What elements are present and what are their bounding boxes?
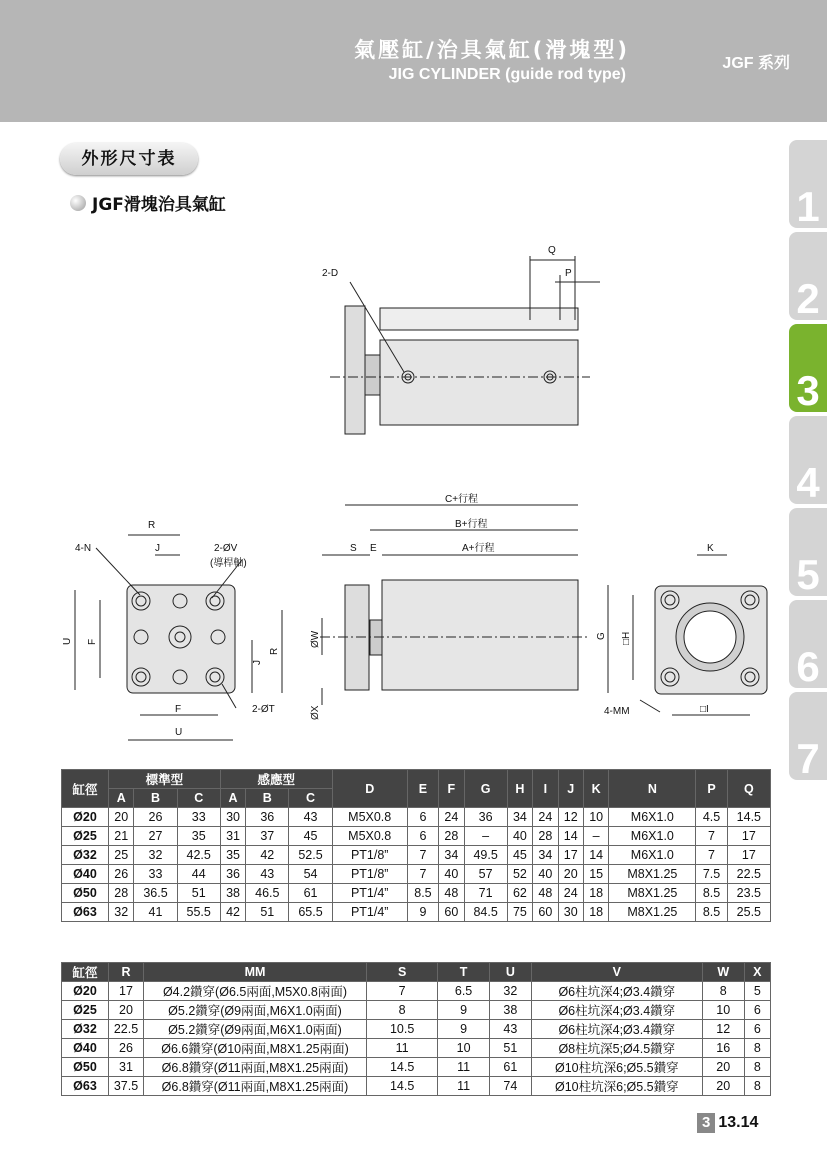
table-cell: 20 — [702, 1058, 744, 1077]
table-cell: 28 — [109, 884, 134, 903]
table-cell: PT1/8” — [332, 865, 407, 884]
table-cell: 57 — [464, 865, 507, 884]
table-cell: 40 — [533, 865, 558, 884]
th-bore: 缸徑 — [62, 770, 109, 808]
table-cell: 20 — [109, 808, 134, 827]
dimension-table-2 — [61, 962, 771, 1096]
th2-v: V — [531, 963, 702, 982]
table-cell: 51 — [246, 903, 289, 922]
label-f: F — [87, 638, 98, 645]
table-cell: 22.5 — [109, 1020, 144, 1039]
label-p: P — [565, 268, 572, 279]
table-cell: 33 — [177, 808, 220, 827]
table-cell: 23.5 — [727, 884, 770, 903]
table-cell: 43 — [246, 865, 289, 884]
row-bore-cell: Ø63 — [62, 903, 109, 922]
table-cell: 35 — [177, 827, 220, 846]
chapter-tab-6[interactable]: 6 — [789, 600, 827, 688]
page-number — [697, 1113, 758, 1133]
table-cell: 7 — [407, 846, 438, 865]
label-2-t: 2-ØT — [252, 704, 275, 715]
chapter-tab-7[interactable]: 7 — [789, 692, 827, 780]
label-g: G — [596, 632, 607, 640]
table-cell: 6 — [407, 808, 438, 827]
table-cell: 7 — [696, 846, 727, 865]
table-cell: Ø5.2鑽穿(Ø9兩面,M6X1.0兩面) — [144, 1001, 367, 1020]
table-cell: 14 — [558, 827, 583, 846]
table-cell: 32 — [109, 903, 134, 922]
table-row — [62, 903, 771, 922]
table-cell: Ø4.2鑽穿(Ø6.5兩面,M5X0.8兩面) — [144, 982, 367, 1001]
table-cell: 49.5 — [464, 846, 507, 865]
label-s: S — [350, 543, 357, 554]
th2-u: U — [489, 963, 531, 982]
table-cell: 31 — [220, 827, 245, 846]
table-cell: 54 — [289, 865, 332, 884]
table-cell: 20 — [558, 865, 583, 884]
row-bore-cell: Ø25 — [62, 1001, 109, 1020]
table-cell: M6X1.0 — [609, 846, 696, 865]
table-cell: Ø6.8鑽穿(Ø11兩面,M8X1.25兩面) — [144, 1077, 367, 1096]
table-cell: 45 — [289, 827, 332, 846]
table-cell: 46.5 — [246, 884, 289, 903]
table-row — [62, 808, 771, 827]
table-cell: Ø6.6鑽穿(Ø10兩面,M8X1.25兩面) — [144, 1039, 367, 1058]
table-row — [62, 1039, 771, 1058]
th-std-a: A — [109, 789, 134, 808]
row-bore-cell: Ø40 — [62, 1039, 109, 1058]
table-cell: 60 — [533, 903, 558, 922]
table-cell: 17 — [558, 846, 583, 865]
table-cell: M5X0.8 — [332, 827, 407, 846]
table-cell: 52.5 — [289, 846, 332, 865]
chapter-tab-3[interactable]: 3 — [789, 324, 827, 412]
table-cell: 40 — [507, 827, 532, 846]
label-r: R — [148, 520, 156, 531]
label-4-mm: 4-MM — [604, 706, 630, 717]
table-cell: 6.5 — [438, 982, 490, 1001]
table-cell: 48 — [439, 884, 464, 903]
table-cell: Ø10柱坑深6;Ø5.5鑽穿 — [531, 1077, 702, 1096]
table-cell: 4.5 — [696, 808, 727, 827]
th-standard: 標準型 — [109, 770, 221, 789]
table-row — [62, 846, 771, 865]
table-cell: 18 — [583, 903, 608, 922]
table-cell: 10 — [583, 808, 608, 827]
table-cell: 7 — [407, 865, 438, 884]
table-cell: M5X0.8 — [332, 808, 407, 827]
table-cell: 44 — [177, 865, 220, 884]
label-v-note: (導桿軸) — [210, 558, 247, 569]
row-bore-cell: Ø50 — [62, 884, 109, 903]
th-j: J — [558, 770, 583, 808]
chapter-tab-5[interactable]: 5 — [789, 508, 827, 596]
table-row — [62, 1020, 771, 1039]
table-cell: 48 — [533, 884, 558, 903]
table-cell: 36.5 — [134, 884, 177, 903]
th-sen-b: B — [246, 789, 289, 808]
label-2-d: 2-D — [322, 268, 339, 279]
table-cell: 26 — [134, 808, 177, 827]
th2-t: T — [438, 963, 490, 982]
table-cell: 32 — [489, 982, 531, 1001]
table-cell: 22.5 — [727, 865, 770, 884]
label-w: ØW — [310, 630, 321, 648]
table-row — [62, 1077, 771, 1096]
table-cell: M8X1.25 — [609, 884, 696, 903]
table-cell: PT1/4” — [332, 903, 407, 922]
table-cell: 74 — [489, 1077, 531, 1096]
table-cell: 38 — [220, 884, 245, 903]
th2-bore: 缸徑 — [62, 963, 109, 982]
label-u: U — [62, 637, 73, 645]
technical-drawing — [0, 230, 827, 760]
table-cell: 14.5 — [367, 1058, 438, 1077]
table-cell: 9 — [438, 1020, 490, 1039]
table-cell: 51 — [177, 884, 220, 903]
row-bore-cell: Ø32 — [62, 846, 109, 865]
middle-view-body — [382, 580, 578, 690]
chapter-tab-1[interactable]: 1 — [789, 140, 827, 228]
table-cell: 8 — [702, 982, 744, 1001]
section-label: 外形尺寸表 — [60, 143, 198, 175]
table-cell: 32 — [134, 846, 177, 865]
table-cell: 12 — [702, 1020, 744, 1039]
table-cell: 11 — [438, 1058, 490, 1077]
table-cell: Ø8柱坑深5;Ø4.5鑽穿 — [531, 1039, 702, 1058]
table-cell: M6X1.0 — [609, 808, 696, 827]
dimension-table-1 — [61, 769, 771, 922]
table-cell: 42 — [246, 846, 289, 865]
top-view-plate — [345, 306, 365, 434]
table-cell: 42 — [220, 903, 245, 922]
table-cell: M6X1.0 — [609, 827, 696, 846]
label-b-stroke: B+行程 — [455, 519, 488, 530]
label-j2: J — [252, 660, 263, 665]
table-cell: 60 — [439, 903, 464, 922]
table-cell: 17 — [109, 982, 144, 1001]
table-cell: 9 — [438, 1001, 490, 1020]
table-row — [62, 865, 771, 884]
table-cell: Ø6.8鑽穿(Ø11兩面,M8X1.25兩面) — [144, 1058, 367, 1077]
table-2-body — [62, 982, 771, 1096]
table-cell: Ø6柱坑深4;Ø3.4鑽穿 — [531, 1020, 702, 1039]
table-cell: 38 — [489, 1001, 531, 1020]
table-cell: 61 — [489, 1058, 531, 1077]
table-cell: Ø5.2鑽穿(Ø9兩面,M6X1.0兩面) — [144, 1020, 367, 1039]
row-bore-cell: Ø40 — [62, 865, 109, 884]
th-h: H — [507, 770, 532, 808]
th2-r: R — [109, 963, 144, 982]
table-cell: M8X1.25 — [609, 865, 696, 884]
table-cell: 7 — [367, 982, 438, 1001]
th-q: Q — [727, 770, 770, 808]
table-cell: 10.5 — [367, 1020, 438, 1039]
table-row — [62, 827, 771, 846]
table-cell: 16 — [702, 1039, 744, 1058]
table-cell: 30 — [220, 808, 245, 827]
table-cell: 8 — [744, 1058, 770, 1077]
table-cell: 24 — [439, 808, 464, 827]
table-cell: 11 — [438, 1077, 490, 1096]
table-cell: 30 — [558, 903, 583, 922]
th-p: P — [696, 770, 727, 808]
table-cell: – — [583, 827, 608, 846]
table-cell: 20 — [109, 1001, 144, 1020]
header-title-en: JIG CYLINDER (guide rod type) — [388, 66, 626, 83]
table-cell: 6 — [744, 1020, 770, 1039]
subtitle-text: JGF滑塊治具氣缸 — [92, 195, 226, 215]
row-bore-cell: Ø63 — [62, 1077, 109, 1096]
section-number: 3 — [697, 1113, 715, 1133]
row-bore-cell: Ø32 — [62, 1020, 109, 1039]
th2-x: X — [744, 963, 770, 982]
th2-s: S — [367, 963, 438, 982]
table-cell: 25.5 — [727, 903, 770, 922]
row-bore-cell: Ø20 — [62, 808, 109, 827]
label-e: E — [370, 543, 377, 554]
th2-mm: MM — [144, 963, 367, 982]
table-cell: 14.5 — [367, 1077, 438, 1096]
table-cell: 42.5 — [177, 846, 220, 865]
table-cell: M8X1.25 — [609, 903, 696, 922]
table-cell: 36 — [464, 808, 507, 827]
table-cell: 31 — [109, 1058, 144, 1077]
table-cell: 10 — [438, 1039, 490, 1058]
th-i: I — [533, 770, 558, 808]
table-cell: 24 — [533, 808, 558, 827]
table-cell: 34 — [507, 808, 532, 827]
bullet-icon — [70, 195, 86, 211]
table-cell: 40 — [439, 865, 464, 884]
th-std-c: C — [177, 789, 220, 808]
table-cell: 61 — [289, 884, 332, 903]
table-cell: 8.5 — [696, 884, 727, 903]
table-cell: PT1/4” — [332, 884, 407, 903]
table-cell: 35 — [220, 846, 245, 865]
label-j: J — [155, 543, 160, 554]
table-row — [62, 1001, 771, 1020]
header-series: JGF 系列 — [722, 55, 790, 72]
th-k: K — [583, 770, 608, 808]
table-cell: 27 — [134, 827, 177, 846]
page-number-text: 13.14 — [718, 1114, 759, 1131]
table-cell: 8.5 — [696, 903, 727, 922]
th-n: N — [609, 770, 696, 808]
table-cell: 6 — [407, 827, 438, 846]
table-cell: 45 — [507, 846, 532, 865]
table-cell: 8.5 — [407, 884, 438, 903]
row-bore-cell: Ø50 — [62, 1058, 109, 1077]
table-cell: – — [464, 827, 507, 846]
table-cell: 8 — [367, 1001, 438, 1020]
label-2-v: 2-ØV — [214, 543, 238, 554]
table-row — [62, 982, 771, 1001]
label-a-stroke: A+行程 — [462, 543, 495, 554]
table-cell: 14.5 — [727, 808, 770, 827]
th-d: D — [332, 770, 407, 808]
table-1-body — [62, 808, 771, 922]
table-cell: 55.5 — [177, 903, 220, 922]
table-cell: 26 — [109, 1039, 144, 1058]
table-cell: 71 — [464, 884, 507, 903]
label-f-bottom: F — [175, 704, 182, 715]
table-cell: 14 — [583, 846, 608, 865]
table-cell: 15 — [583, 865, 608, 884]
table-row — [62, 884, 771, 903]
table-cell: 37.5 — [109, 1077, 144, 1096]
table-cell: Ø6柱坑深4;Ø3.4鑽穿 — [531, 982, 702, 1001]
table-cell: 26 — [109, 865, 134, 884]
table-cell: 36 — [246, 808, 289, 827]
table-cell: 17 — [727, 827, 770, 846]
label-x: ØX — [310, 705, 321, 720]
label-u-bottom: U — [175, 727, 183, 738]
table-cell: 41 — [134, 903, 177, 922]
table-cell: 21 — [109, 827, 134, 846]
table-cell: 11 — [367, 1039, 438, 1058]
table-cell: 8 — [744, 1039, 770, 1058]
table-cell: 51 — [489, 1039, 531, 1058]
table-cell: 5 — [744, 982, 770, 1001]
table-cell: 8 — [744, 1077, 770, 1096]
table-cell: 7.5 — [696, 865, 727, 884]
page-header — [0, 0, 827, 122]
th-e: E — [407, 770, 438, 808]
th-sen-a: A — [220, 789, 245, 808]
th-std-b: B — [134, 789, 177, 808]
table-cell: 36 — [220, 865, 245, 884]
left-view-body — [127, 585, 235, 693]
label-4-n: 4-N — [75, 543, 92, 554]
table-cell: 10 — [702, 1001, 744, 1020]
table-cell: 34 — [439, 846, 464, 865]
table-cell: 62 — [507, 884, 532, 903]
label-r2: R — [269, 647, 280, 655]
table-cell: 9 — [407, 903, 438, 922]
label-q: Q — [548, 245, 556, 256]
table-cell: 43 — [489, 1020, 531, 1039]
th-f: F — [439, 770, 464, 808]
table-row — [62, 1058, 771, 1077]
table-cell: 18 — [583, 884, 608, 903]
chapter-tab-2[interactable]: 2 — [789, 232, 827, 320]
table-cell: 33 — [134, 865, 177, 884]
table-cell: 25 — [109, 846, 134, 865]
header-title-cn: 氣壓缸/治具氣缸(滑塊型) — [354, 38, 630, 62]
table-cell: 17 — [727, 846, 770, 865]
table-cell: Ø6柱坑深4;Ø3.4鑽穿 — [531, 1001, 702, 1020]
th2-w: W — [702, 963, 744, 982]
table-cell: 84.5 — [464, 903, 507, 922]
subtitle — [70, 190, 226, 215]
label-k: K — [707, 543, 714, 554]
label-c-stroke: C+行程 — [445, 494, 479, 505]
row-bore-cell: Ø25 — [62, 827, 109, 846]
chapter-tab-4[interactable]: 4 — [789, 416, 827, 504]
row-bore-cell: Ø20 — [62, 982, 109, 1001]
table-cell: 6 — [744, 1001, 770, 1020]
table-cell: 24 — [558, 884, 583, 903]
table-cell: 12 — [558, 808, 583, 827]
table-cell: Ø10柱坑深6;Ø5.5鑽穿 — [531, 1058, 702, 1077]
table-cell: PT1/8” — [332, 846, 407, 865]
label-i: □I — [700, 704, 709, 715]
th-g: G — [464, 770, 507, 808]
table-cell: 52 — [507, 865, 532, 884]
label-h: □H — [621, 631, 632, 645]
table-cell: 43 — [289, 808, 332, 827]
table-cell: 20 — [702, 1077, 744, 1096]
top-view-rod — [380, 308, 578, 330]
table-cell: 7 — [696, 827, 727, 846]
table-cell: 34 — [533, 846, 558, 865]
th-sen-c: C — [289, 789, 332, 808]
th-sensor: 感應型 — [220, 770, 332, 789]
table-cell: 28 — [439, 827, 464, 846]
table-cell: 75 — [507, 903, 532, 922]
table-cell: 65.5 — [289, 903, 332, 922]
table-cell: 28 — [533, 827, 558, 846]
table-cell: 37 — [246, 827, 289, 846]
